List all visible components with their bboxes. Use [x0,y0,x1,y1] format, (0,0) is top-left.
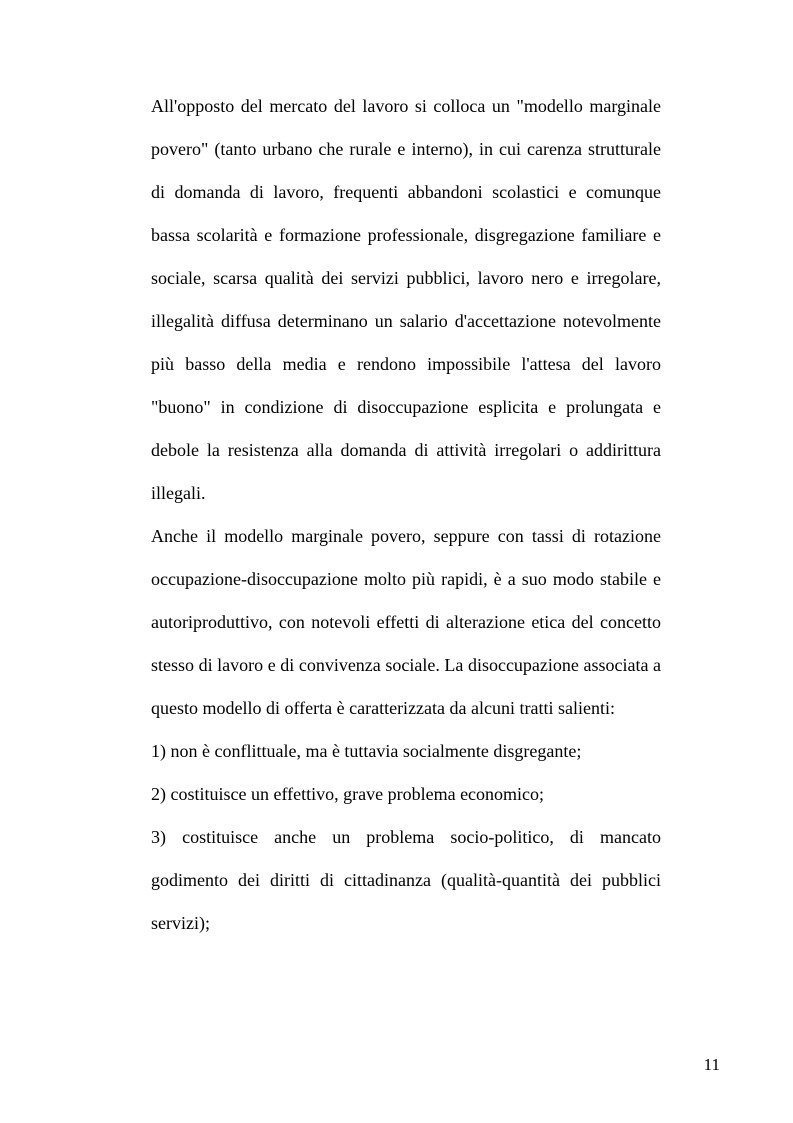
list-item-3: 3) costituisce anche un problema socio-politico, di mancato godimento dei diritti di cittadinanza (qualità-quantità dei pubblici servizi); [151,827,661,933]
paragraph-1: All'opposto del mercato del lavoro si colloca un "modello marginale povero" (tanto urbano che rurale e interno), in cui carenza strutturale di domanda di lavoro, frequenti abbandoni scolastici e comunque bassa scolarità e formazione professionale, disgregazione familiare e sociale, scarsa qualità dei servizi pubblici, lavoro nero e irregolare, illegalità diffusa determinano un salario d'accettazione notevolmente più basso della media e rendono impossibile l'attesa del lavoro "buono" in condizione di disoccupazione esplicita e prolungata e debole la resistenza alla domanda di attività irregolari o addirittura illegali. [151,96,661,503]
list-item-1: 1) non è conflittuale, ma è tuttavia socialmente disgregante; [151,741,582,761]
paragraph-2: Anche il modello marginale povero, seppure con tassi di rotazione occupazione-disoccupazione molto più rapidi, è a suo modo stabile e autoriproduttivo, con notevoli effetti di alterazione etica del concetto stesso di lavoro e di convivenza sociale. La disoccupazione associata a questo modello di offerta è caratterizzata da alcuni tratti salienti: [151,526,661,718]
page-number: 11 [703,1055,720,1074]
body-text [151,85,661,945]
list-item-2: 2) costituisce un effettivo, grave problema economico; [151,784,545,804]
